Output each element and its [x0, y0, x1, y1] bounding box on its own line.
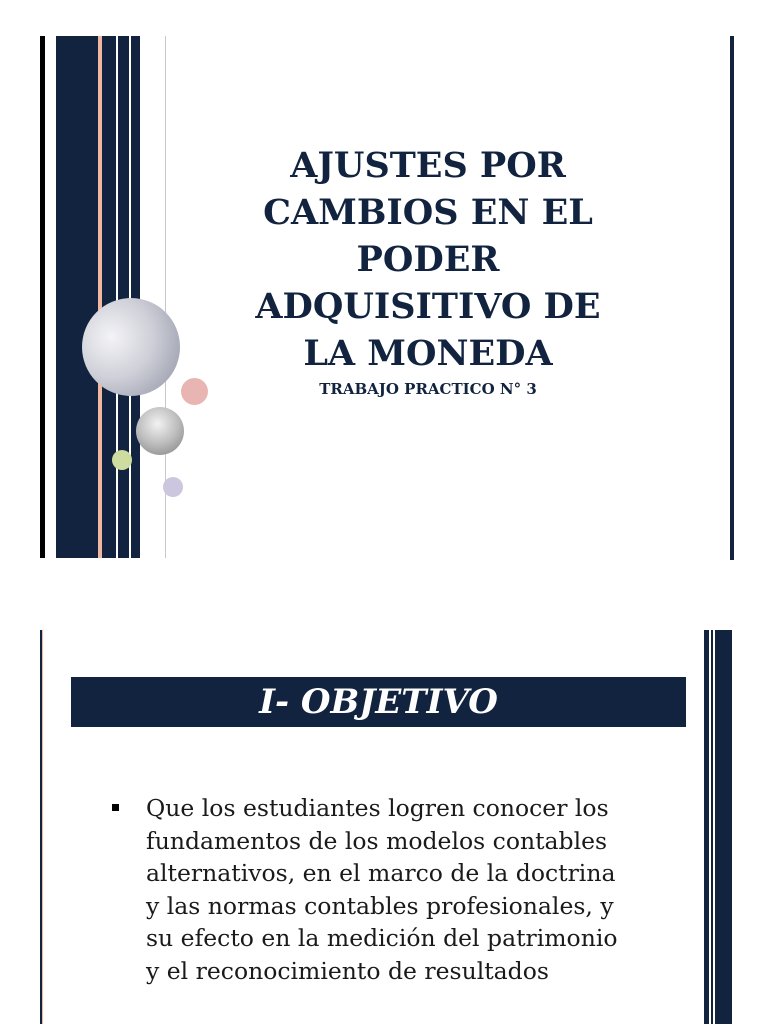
title-line: ADQUISITIVO DE — [255, 286, 601, 327]
left-pink-stripe — [98, 36, 102, 558]
decorative-gray-circle — [136, 407, 184, 455]
square-bullet-icon — [112, 804, 119, 811]
decorative-lilac-circle — [163, 477, 183, 497]
decorative-green-circle — [112, 450, 132, 470]
slide-title — [200, 142, 656, 377]
left-black-stripe — [40, 36, 45, 558]
bullet-text — [146, 792, 646, 987]
title-line: LA MONEDA — [303, 333, 553, 374]
bullet-item — [112, 792, 652, 987]
bullet-line: su efecto en la medición del patrimonio — [146, 924, 618, 952]
section-heading: I- OBJETIVO — [259, 682, 498, 722]
right-white-stripe — [709, 630, 711, 1024]
title-line: AJUSTES POR — [290, 145, 566, 186]
bullet-line: alternativos, en el marco de la doctrina — [146, 859, 616, 887]
left-white-stripe — [129, 36, 131, 558]
bullet-line: fundamentos de los modelos contables — [146, 826, 608, 855]
right-navy-rule — [730, 36, 734, 560]
title-line: PODER — [356, 239, 500, 280]
bullet-line: y el reconocimiento de resultados — [146, 956, 549, 985]
section-heading-bar — [71, 677, 686, 727]
slide-subtitle: TRABAJO PRACTICO N° 3 — [319, 380, 537, 398]
objective-slide — [0, 560, 768, 1024]
left-white-stripe — [116, 36, 118, 558]
title-line: CAMBIOS EN EL — [263, 192, 593, 233]
bullet-line: y las normas contables profesionales, y — [146, 891, 614, 920]
decorative-large-circle — [82, 298, 180, 396]
left-pink-rule — [42, 630, 43, 1024]
right-white-stripe — [713, 630, 715, 1024]
bullet-line: Que los estudiantes logren conocer los — [146, 794, 609, 822]
